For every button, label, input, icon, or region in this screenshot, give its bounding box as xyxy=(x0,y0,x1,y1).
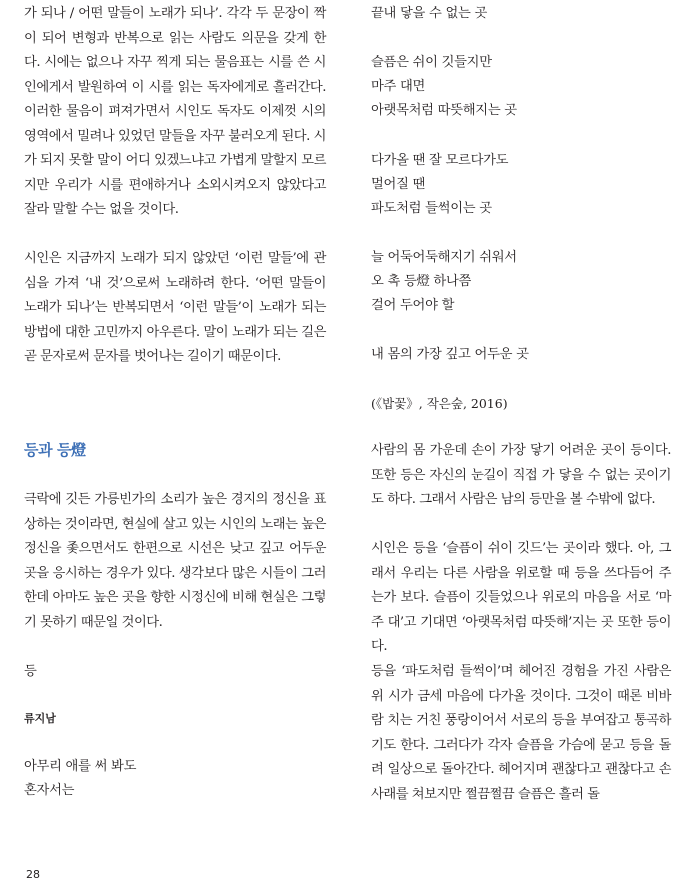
body-paragraph-2: 시인은 지금까지 노래가 되지 않았던 ‘이런 말들’에 관심을 가져 ‘내 것’으로써 노래하려 한다. ‘어떤 말들이 노래가 되나’는 반복되면서 ‘이런 말들’이 노래가 되는 방법에 대한 고민까지 아우른다. 말이 노래가 되는 길은 곧 문자로써 문자를 벗어나는 길이기 때문이다. xyxy=(24,251,326,364)
poem-title: 등 xyxy=(24,664,37,679)
poem-author: 류지남 xyxy=(24,712,56,725)
section-heading: 등과 등燈 xyxy=(24,441,86,459)
poem-citation: (《밥꽃》, 작은숲, 2016) xyxy=(371,396,508,411)
body-paragraph-6: 등을 ‘파도처럼 들썩이’며 헤어진 경험을 가진 사람은 위 시가 금세 마음에 다가올 것이다. 그것이 때론 비바람 치는 거친 풍랑이어서 서로의 등을 부여잡고 통곡하기도 한다. 그러다가 각자 슬픔을 가슴에 묻고 등을 돌려 일상으로 돌아간다. 헤어지며 괜찮다고 괜찮다고 손사래를 쳐보지만 쩔끔쩔끔 슬픔은 흘러 돌 xyxy=(371,664,671,802)
poem-line: 다가올 땐 잘 모르다가도 xyxy=(371,153,509,168)
poem-line: 마주 대면 xyxy=(371,79,426,94)
poem-line: 걸어 두어야 할 xyxy=(371,298,455,313)
body-paragraph-4: 사람의 몸 가운데 손이 가장 닿기 어려운 곳이 등이다. 또한 등은 자신의 눈길이 직접 가 닿을 수 없는 곳이기도 하다. 그래서 사람은 남의 등만을 볼 수밖에 없다. xyxy=(371,443,671,507)
poem-line: 파도처럼 들썩이는 곳 xyxy=(371,201,492,216)
poem-line: 혼자서는 xyxy=(24,783,75,798)
body-paragraph-1: 가 되나 / 어떤 말들이 노래가 되나’. 각각 두 문장이 짝이 되어 변형과 반복으로 읽는 사람도 의문을 갖게 한다. 시에는 없으나 자꾸 찍게 되는 물음표는 시를 쓴 시인에게서 발원하여 이 시를 읽는 독자에게로 흘러간다. 이러한 물음이 펴져가면서 시인도 독자도 이제껏 시의 영역에서 밀려나 있었던 말들을 자꾸 불러오게 된다. 시가 되지 못할 말이 어디 있겠느냐고 가볍게 말할지 모르지만 우리가 시를 편애하거나 소외시켜오지 않았다고 잘라 말할 수는 없을 것이다. xyxy=(24,6,326,217)
poem-line: 아무리 애를 써 봐도 xyxy=(24,759,137,774)
body-paragraph-5: 시인은 등을 ‘슬픔이 쉬이 깃드’는 곳이라 했다. 아, 그래서 우리는 다른 사람을 위로할 때 등을 쓰다듬어 주는가 보다. 슬픔이 깃들었으나 위로의 마음을 서로 ‘마주 대’고 기대면 ‘아랫목처럼 따뜻해’지는 곳 또한 등이다. xyxy=(371,541,671,654)
poem-line: 끝내 닿을 수 없는 곳 xyxy=(371,6,488,21)
body-paragraph-3: 극락에 깃든 가릉빈가의 소리가 높은 경지의 정신을 표상하는 것이라면, 현실에 살고 있는 시인의 노래는 높은 정신을 좇으면서도 한편으로 시선은 낮고 깊고 어두운 곳을 응시하는 경우가 있다. 생각보다 많은 시들이 그러한데 아마도 높은 곳을 향한 시정신에 비해 현실은 그렇기 못하기 때문일 것이다. xyxy=(24,492,326,630)
poem-line: 늘 어둑어둑해지기 쉬워서 xyxy=(371,250,517,265)
page-number: 28 xyxy=(26,868,40,881)
poem-line: 멀어질 땐 xyxy=(371,177,426,192)
poem-line: 슬픔은 쉬이 깃들지만 xyxy=(371,55,492,70)
poem-line: 오 촉 등燈 하나쯤 xyxy=(371,274,472,289)
poem-line: 아랫목처럼 따뜻해지는 곳 xyxy=(371,103,517,118)
poem-line: 내 몸의 가장 깊고 어두운 곳 xyxy=(371,347,529,362)
